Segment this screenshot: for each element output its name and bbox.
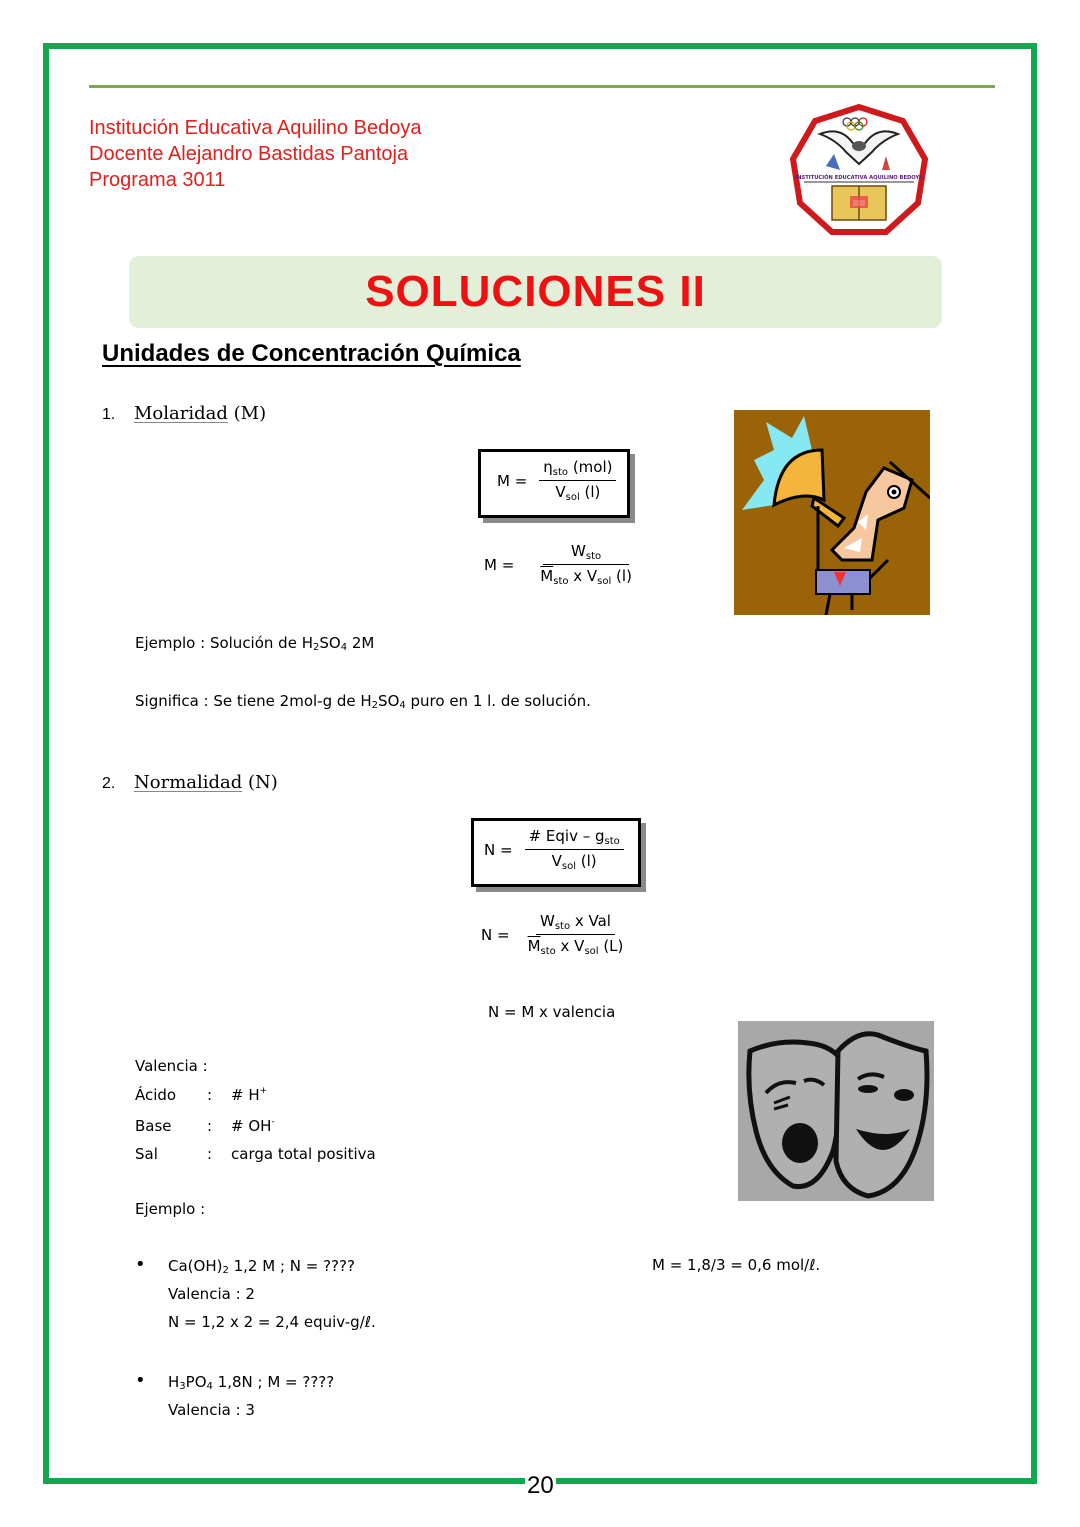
- meaning-text: SO: [378, 692, 400, 710]
- denominator-mid: x V: [568, 567, 598, 585]
- denominator: [551, 481, 604, 503]
- valencia-label: Ácido: [135, 1086, 177, 1104]
- fraction: [539, 458, 616, 503]
- denominator-sub: sto: [540, 946, 556, 957]
- page-title: SOLUCIONES II: [365, 267, 706, 316]
- denominator-unit: (l): [576, 852, 597, 870]
- institution-name: Institución Educativa Aquilino Bedoya: [89, 117, 422, 139]
- numerator-sub: sto: [554, 921, 571, 932]
- molarity-example: [135, 634, 374, 653]
- example-1-line-3: N = 1,2 x 2 = 2,4 equiv-g/ℓ.: [168, 1313, 376, 1331]
- fraction: [524, 912, 628, 957]
- title-banner: [129, 256, 942, 328]
- charge-superscript: -: [271, 1117, 275, 1127]
- example-text: Ejemplo : Solución de H: [135, 634, 313, 652]
- valencia-value: carga total positiva: [231, 1145, 376, 1163]
- numerator-sub: sto: [585, 551, 602, 562]
- chem-subscript: 4: [399, 700, 406, 711]
- bullet-icon: •: [135, 1254, 146, 1275]
- compound: PO: [185, 1373, 207, 1391]
- numerator-symbol: W: [540, 912, 555, 930]
- header-rule: [89, 85, 995, 88]
- chem-subscript: 2: [222, 1265, 229, 1276]
- valencia-label: Base: [135, 1117, 172, 1135]
- numerator: [543, 542, 629, 565]
- example-text: SO: [319, 634, 341, 652]
- formula-lhs: M =: [484, 555, 515, 574]
- formula-lhs: N =: [481, 925, 510, 944]
- meaning-text: puro en 1 l. de solución.: [405, 692, 591, 710]
- chem-subscript: 4: [206, 1381, 213, 1392]
- example-question: 1,2 M ; N = ????: [228, 1257, 355, 1275]
- valencia-row-sal: Sal : carga total positiva: [135, 1145, 376, 1163]
- valencia-value: # OH: [231, 1117, 272, 1135]
- example-2-answer: M = 1,8/3 = 0,6 mol/ℓ.: [652, 1256, 821, 1274]
- denominator-mid: x V: [555, 937, 585, 955]
- denominator-symbol: V: [555, 483, 566, 501]
- molarity-formula: [497, 458, 616, 503]
- example-2-line-1: [168, 1373, 334, 1392]
- normality-formula: [484, 827, 624, 872]
- denominator-sub: sto: [553, 576, 569, 587]
- section-heading-normalidad: [102, 772, 278, 793]
- normality-relation: N = M x valencia: [488, 1003, 616, 1021]
- numerator-symbol: # Eqiv – g: [528, 827, 605, 845]
- denominator-sub2: sol: [597, 576, 612, 587]
- section-heading-molaridad: [102, 403, 266, 424]
- molarity-meaning: [135, 692, 591, 711]
- numerator-sub: sto: [552, 467, 569, 478]
- program-name: Programa 3011: [89, 169, 226, 191]
- cartoon-horn-image: [734, 410, 930, 615]
- institution-header: [89, 115, 421, 193]
- numerator: [525, 827, 624, 850]
- example-text: 2M: [347, 634, 375, 652]
- molar-mass-symbol: $\overline{M}$: [540, 567, 554, 585]
- fraction: [525, 827, 624, 872]
- example-1-line-1: [168, 1257, 355, 1276]
- numerator-tail: x Val: [570, 912, 611, 930]
- section-symbol: (N): [248, 772, 278, 793]
- meaning-text: Significa : Se tiene 2mol-g de H: [135, 692, 372, 710]
- charge-superscript: +: [259, 1086, 268, 1096]
- bullet-icon: •: [135, 1370, 146, 1391]
- denominator-sub: sol: [565, 492, 580, 503]
- school-logo-icon: [790, 104, 928, 238]
- teacher-name: Docente Alejandro Bastidas Pantoja: [89, 143, 409, 165]
- denominator-unit: (l): [579, 483, 601, 501]
- numerator-unit: (mol): [568, 458, 613, 476]
- example-2-line-2: Valencia : 3: [168, 1401, 255, 1419]
- svg-text:INSTITUCIÓN EDUCATIVA AQUILINO: INSTITUCIÓN EDUCATIVA AQUILINO BEDOYA: [795, 175, 923, 181]
- example-title: Ejemplo :: [135, 1200, 206, 1218]
- section-number: 2.: [102, 775, 116, 792]
- theater-masks-image: [738, 1021, 934, 1201]
- chem-subscript: 2: [371, 700, 379, 711]
- denominator-unit: (L): [598, 937, 624, 955]
- section-name: Molaridad: [134, 403, 228, 424]
- example-1-line-2: Valencia : 2: [168, 1285, 255, 1303]
- numerator-sub: sto: [604, 836, 620, 847]
- section-number: 1.: [102, 406, 116, 423]
- section-subtitle: Unidades de Concentración Química: [102, 340, 521, 367]
- denominator-unit: (l): [611, 567, 632, 585]
- denominator: [536, 565, 636, 587]
- valencia-row-base: Base : # OH-: [135, 1117, 275, 1135]
- denominator-symbol: V: [551, 852, 562, 870]
- numerator-symbol: W: [571, 542, 586, 560]
- example-question: 1,8N ; M = ????: [212, 1373, 335, 1391]
- numerator-symbol: η: [543, 458, 553, 476]
- chem-subscript: 4: [340, 642, 348, 653]
- numerator: [536, 912, 615, 935]
- chem-subscript: 3: [179, 1381, 186, 1392]
- chem-subscript: 2: [312, 642, 320, 653]
- fraction: [536, 542, 636, 587]
- denominator: [548, 850, 601, 872]
- molar-mass-symbol: $\overline{M}$: [527, 937, 541, 955]
- molarity-formula-alt: [484, 542, 636, 587]
- page-number: 20: [527, 1472, 554, 1499]
- compound: H: [168, 1373, 180, 1391]
- valencia-label: Sal: [135, 1145, 158, 1163]
- section-name: Normalidad: [134, 772, 243, 793]
- formula-lhs: M =: [497, 471, 528, 490]
- formula-lhs: N =: [484, 840, 513, 859]
- valencia-row-acido: Ácido : # H+: [135, 1086, 268, 1104]
- numerator: [539, 458, 616, 481]
- denominator-sub2: sol: [584, 946, 599, 957]
- normality-formula-alt: [481, 912, 627, 957]
- denominator-sub: sol: [561, 861, 577, 872]
- section-symbol: (M): [233, 403, 267, 424]
- valencia-value: # H: [231, 1086, 260, 1104]
- compound: Ca(OH): [168, 1257, 223, 1275]
- valencia-title: Valencia :: [135, 1057, 208, 1075]
- denominator: [524, 935, 628, 957]
